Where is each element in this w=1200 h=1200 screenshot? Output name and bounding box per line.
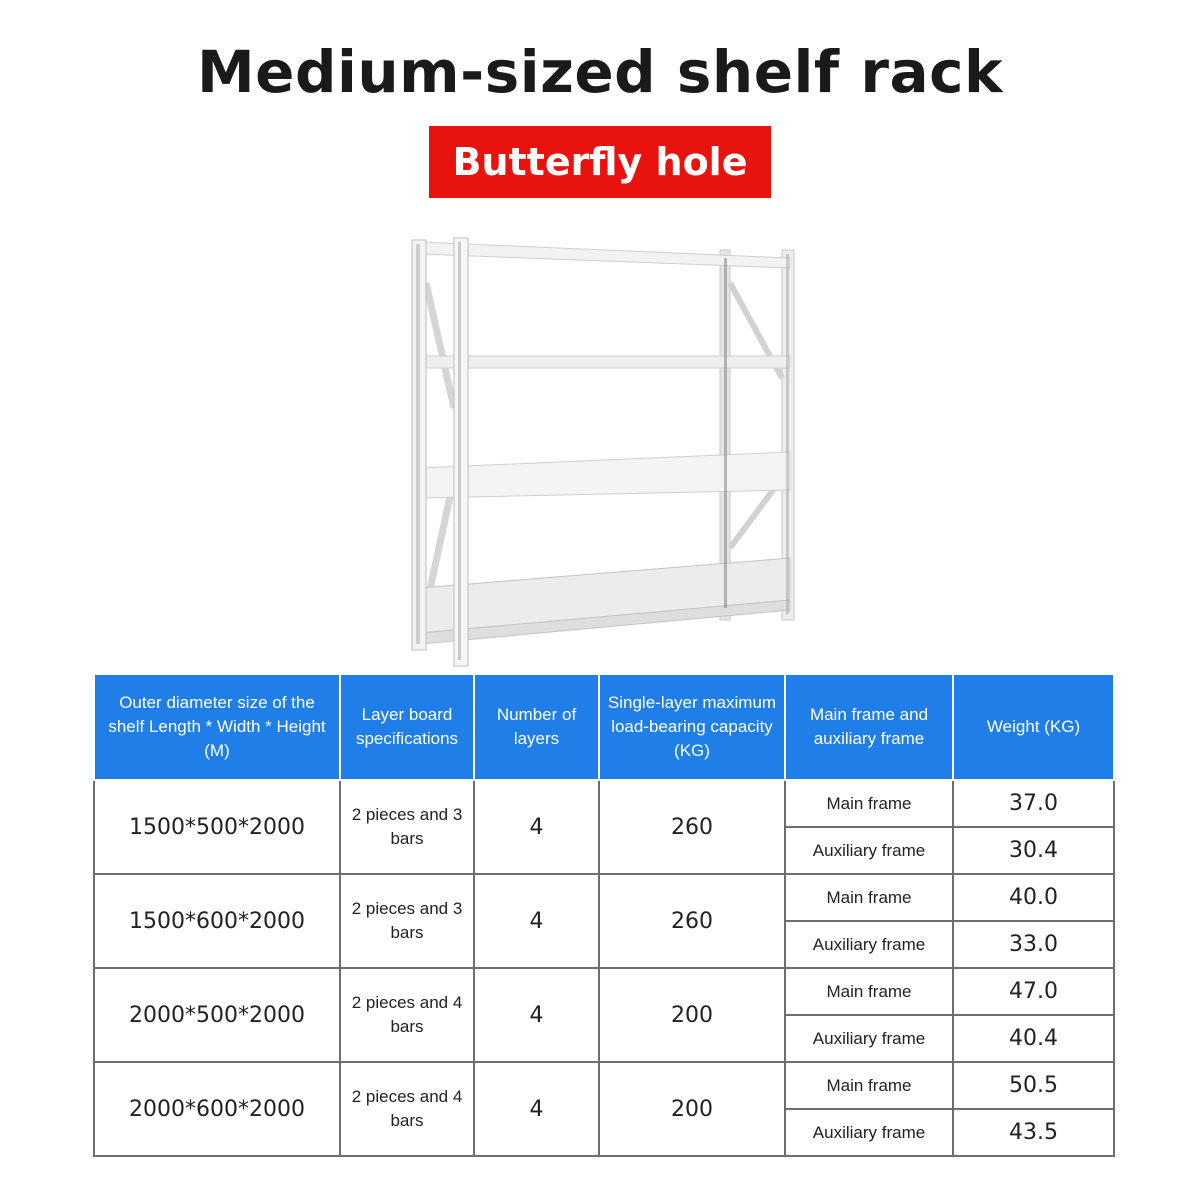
frame-cell: Auxiliary frame bbox=[785, 1109, 953, 1156]
capacity-cell: 260 bbox=[599, 874, 785, 968]
layers-cell: 4 bbox=[474, 874, 599, 968]
header-layers: Number of layers bbox=[474, 674, 599, 780]
layers-cell: 4 bbox=[474, 1062, 599, 1156]
hole-type-badge: Butterfly hole bbox=[429, 126, 771, 198]
weight-cell: 50.5 bbox=[953, 1062, 1114, 1109]
weight-cell: 43.5 bbox=[953, 1109, 1114, 1156]
spec-cell: 2 pieces and 3 bars bbox=[340, 874, 474, 968]
size-cell: 1500*600*2000 bbox=[94, 874, 340, 968]
weight-cell: 40.4 bbox=[953, 1015, 1114, 1062]
capacity-cell: 260 bbox=[599, 780, 785, 874]
frame-cell: Main frame bbox=[785, 1062, 953, 1109]
frame-cell: Main frame bbox=[785, 780, 953, 827]
table-row bbox=[94, 780, 1114, 827]
header-weight: Weight (KG) bbox=[953, 674, 1114, 780]
weight-cell: 30.4 bbox=[953, 827, 1114, 874]
header-frame-type: Main frame and auxiliary frame bbox=[785, 674, 953, 780]
spec-cell: 2 pieces and 4 bars bbox=[340, 968, 474, 1062]
layers-cell: 4 bbox=[474, 780, 599, 874]
table-row bbox=[94, 874, 1114, 921]
table-header-row bbox=[94, 674, 1114, 780]
capacity-cell: 200 bbox=[599, 968, 785, 1062]
frame-cell: Auxiliary frame bbox=[785, 827, 953, 874]
capacity-cell: 200 bbox=[599, 1062, 785, 1156]
page-title: Medium-sized shelf rack bbox=[196, 38, 1004, 106]
size-cell: 2000*600*2000 bbox=[94, 1062, 340, 1156]
frame-cell: Main frame bbox=[785, 874, 953, 921]
spec-cell: 2 pieces and 4 bars bbox=[340, 1062, 474, 1156]
weight-cell: 47.0 bbox=[953, 968, 1114, 1015]
size-cell: 2000*500*2000 bbox=[94, 968, 340, 1062]
layers-cell: 4 bbox=[474, 968, 599, 1062]
frame-cell: Auxiliary frame bbox=[785, 921, 953, 968]
frame-cell: Auxiliary frame bbox=[785, 1015, 953, 1062]
table-row bbox=[94, 968, 1114, 1015]
specification-table bbox=[93, 673, 1115, 1157]
header-outer-size: Outer diameter size of the shelf Length * Width * Height (M) bbox=[94, 674, 340, 780]
weight-cell: 40.0 bbox=[953, 874, 1114, 921]
weight-cell: 33.0 bbox=[953, 921, 1114, 968]
weight-cell: 37.0 bbox=[953, 780, 1114, 827]
frame-cell: Main frame bbox=[785, 968, 953, 1015]
header-layer-board: Layer board specifications bbox=[340, 674, 474, 780]
table-row bbox=[94, 1062, 1114, 1109]
shelf-rack-image bbox=[400, 228, 800, 668]
spec-cell: 2 pieces and 3 bars bbox=[340, 780, 474, 874]
header-capacity: Single-layer maximum load-bearing capacity (KG) bbox=[599, 674, 785, 780]
size-cell: 1500*500*2000 bbox=[94, 780, 340, 874]
